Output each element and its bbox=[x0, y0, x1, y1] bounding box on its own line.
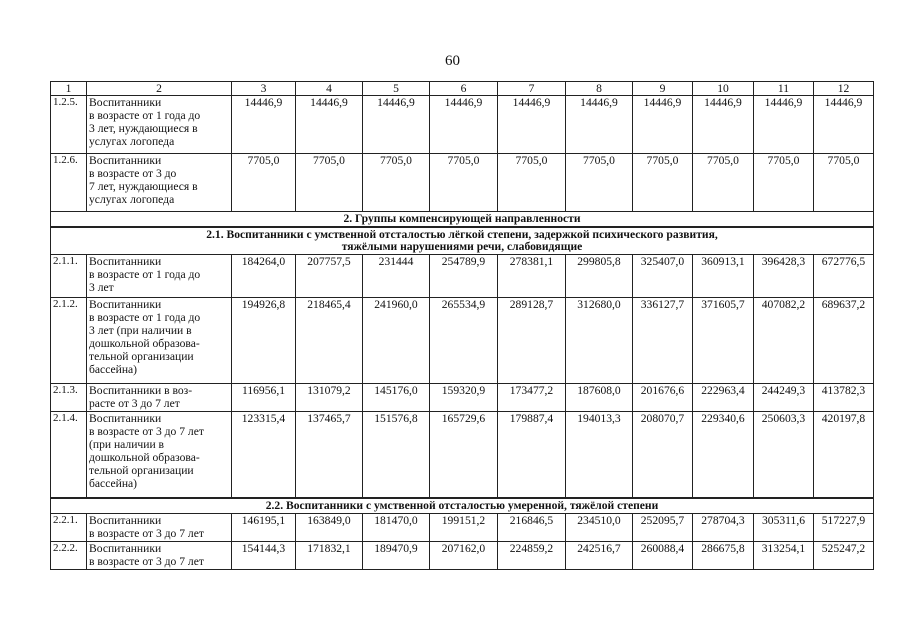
value-cell: 689637,2 bbox=[814, 298, 874, 384]
section-heading bbox=[51, 212, 874, 228]
column-number: 9 bbox=[633, 82, 693, 96]
description-line: тельной организации bbox=[89, 350, 194, 363]
row-code: 2.1.2. bbox=[51, 298, 87, 384]
section-heading-row bbox=[51, 498, 874, 514]
description-line: дошкольной образова- bbox=[89, 451, 200, 464]
description-line: Воспитанники bbox=[89, 255, 162, 268]
table-row bbox=[51, 412, 874, 498]
value-cell: 525247,2 bbox=[814, 541, 874, 569]
value-cell: 7705,0 bbox=[232, 154, 296, 212]
value-cell: 181470,0 bbox=[363, 513, 430, 541]
value-cell: 201676,6 bbox=[633, 384, 693, 412]
description-line: (при наличии в bbox=[89, 438, 165, 451]
value-cell: 278381,1 bbox=[498, 255, 566, 298]
value-cell: 14446,9 bbox=[232, 96, 296, 154]
value-cell: 207757,5 bbox=[296, 255, 363, 298]
value-cell: 250603,3 bbox=[754, 412, 814, 498]
description-line: 3 лет (при наличии в bbox=[89, 324, 192, 337]
description-line: дошкольной образова- bbox=[89, 337, 200, 350]
description-line: Воспитанники bbox=[89, 513, 162, 527]
table-row bbox=[51, 255, 874, 298]
row-description bbox=[87, 298, 232, 384]
value-cell: 229340,6 bbox=[693, 412, 754, 498]
row-description bbox=[87, 412, 232, 498]
value-cell: 184264,0 bbox=[232, 255, 296, 298]
section-heading bbox=[51, 227, 874, 255]
description-line: Воспитанники bbox=[89, 541, 162, 555]
table-row bbox=[51, 384, 874, 412]
description-line: Воспитанники bbox=[89, 298, 162, 311]
value-cell: 116956,1 bbox=[232, 384, 296, 412]
value-cell: 194926,8 bbox=[232, 298, 296, 384]
section-heading-line: 2.1. Воспитанники с умственной отсталостью лёгкой степени, задержкой психического развития, bbox=[206, 228, 718, 241]
section-heading-line: 2.2. Воспитанники с умственной отсталостью умеренной, тяжёлой степени bbox=[265, 498, 659, 512]
value-cell: 312680,0 bbox=[566, 298, 633, 384]
value-cell: 7705,0 bbox=[633, 154, 693, 212]
row-code: 2.2.1. bbox=[51, 513, 87, 541]
tariff-table bbox=[50, 81, 874, 570]
column-number: 6 bbox=[430, 82, 498, 96]
column-number: 3 bbox=[232, 82, 296, 96]
value-cell: 14446,9 bbox=[814, 96, 874, 154]
value-cell: 187608,0 bbox=[566, 384, 633, 412]
section-heading bbox=[51, 498, 874, 514]
description-line: 3 лет bbox=[89, 281, 114, 294]
description-line: в возрасте от 3 до 7 лет bbox=[89, 526, 204, 540]
description-line: Воспитанники bbox=[89, 154, 162, 167]
value-cell: 360913,1 bbox=[693, 255, 754, 298]
column-number: 8 bbox=[566, 82, 633, 96]
value-cell: 7705,0 bbox=[296, 154, 363, 212]
value-cell: 336127,7 bbox=[633, 298, 693, 384]
description-line: в возрасте от 1 года до bbox=[89, 311, 201, 324]
value-cell: 218465,4 bbox=[296, 298, 363, 384]
value-cell: 325407,0 bbox=[633, 255, 693, 298]
value-cell: 154144,3 bbox=[232, 541, 296, 569]
description-line: Воспитанники bbox=[89, 96, 162, 109]
table-row bbox=[51, 154, 874, 212]
row-description bbox=[87, 513, 232, 541]
value-cell: 165729,6 bbox=[430, 412, 498, 498]
description-line: 3 лет, нуждающиеся в bbox=[89, 122, 198, 135]
value-cell: 242516,7 bbox=[566, 541, 633, 569]
value-cell: 265534,9 bbox=[430, 298, 498, 384]
value-cell: 231444 bbox=[363, 255, 430, 298]
value-cell: 254789,9 bbox=[430, 255, 498, 298]
value-cell: 299805,8 bbox=[566, 255, 633, 298]
value-cell: 234510,0 bbox=[566, 513, 633, 541]
column-number: 5 bbox=[363, 82, 430, 96]
value-cell: 146195,1 bbox=[232, 513, 296, 541]
value-cell: 216846,5 bbox=[498, 513, 566, 541]
row-description bbox=[87, 255, 232, 298]
value-cell: 244249,3 bbox=[754, 384, 814, 412]
description-line: в возрасте от 1 года до bbox=[89, 268, 201, 281]
description-line: в возрасте от 3 до 7 лет bbox=[89, 425, 204, 438]
value-cell: 159320,9 bbox=[430, 384, 498, 412]
value-cell: 131079,2 bbox=[296, 384, 363, 412]
value-cell: 163849,0 bbox=[296, 513, 363, 541]
table-row bbox=[51, 96, 874, 154]
row-description bbox=[87, 384, 232, 412]
header-row bbox=[51, 82, 874, 96]
value-cell: 14446,9 bbox=[430, 96, 498, 154]
value-cell: 7705,0 bbox=[498, 154, 566, 212]
value-cell: 173477,2 bbox=[498, 384, 566, 412]
row-code: 2.1.4. bbox=[51, 412, 87, 498]
description-line: услугах логопеда bbox=[89, 135, 175, 148]
column-number: 1 bbox=[51, 82, 87, 96]
description-line: в возрасте от 3 до 7 лет bbox=[89, 554, 204, 568]
section-heading-line: 2. Группы компенсирующей направленности bbox=[343, 212, 581, 225]
value-cell: 672776,5 bbox=[814, 255, 874, 298]
value-cell: 171832,1 bbox=[296, 541, 363, 569]
value-cell: 278704,3 bbox=[693, 513, 754, 541]
value-cell: 137465,7 bbox=[296, 412, 363, 498]
row-description bbox=[87, 154, 232, 212]
description-line: расте от 3 до 7 лет bbox=[89, 397, 180, 410]
value-cell: 123315,4 bbox=[232, 412, 296, 498]
value-cell: 289128,7 bbox=[498, 298, 566, 384]
row-description bbox=[87, 541, 232, 569]
column-number: 12 bbox=[814, 82, 874, 96]
value-cell: 305311,6 bbox=[754, 513, 814, 541]
value-cell: 407082,2 bbox=[754, 298, 814, 384]
value-cell: 517227,9 bbox=[814, 513, 874, 541]
table-row bbox=[51, 541, 874, 569]
value-cell: 145176,0 bbox=[363, 384, 430, 412]
value-cell: 286675,8 bbox=[693, 541, 754, 569]
value-cell: 199151,2 bbox=[430, 513, 498, 541]
value-cell: 224859,2 bbox=[498, 541, 566, 569]
page-number: 60 bbox=[445, 53, 460, 69]
value-cell: 371605,7 bbox=[693, 298, 754, 384]
value-cell: 7705,0 bbox=[430, 154, 498, 212]
table-body bbox=[51, 96, 874, 570]
description-line: Воспитанники в воз- bbox=[89, 384, 193, 397]
value-cell: 7705,0 bbox=[363, 154, 430, 212]
value-cell: 14446,9 bbox=[498, 96, 566, 154]
row-code: 1.2.5. bbox=[51, 96, 87, 154]
value-cell: 14446,9 bbox=[566, 96, 633, 154]
row-code: 1.2.6. bbox=[51, 154, 87, 212]
column-number: 7 bbox=[498, 82, 566, 96]
value-cell: 252095,7 bbox=[633, 513, 693, 541]
value-cell: 14446,9 bbox=[363, 96, 430, 154]
value-cell: 260088,4 bbox=[633, 541, 693, 569]
value-cell: 396428,3 bbox=[754, 255, 814, 298]
value-cell: 7705,0 bbox=[814, 154, 874, 212]
description-line: тельной организации bbox=[89, 464, 194, 477]
description-line: 7 лет, нуждающиеся в bbox=[89, 180, 198, 193]
value-cell: 207162,0 bbox=[430, 541, 498, 569]
column-number: 2 bbox=[87, 82, 232, 96]
description-line: бассейна) bbox=[89, 363, 138, 376]
value-cell: 420197,8 bbox=[814, 412, 874, 498]
value-cell: 14446,9 bbox=[296, 96, 363, 154]
table-row bbox=[51, 513, 874, 541]
table-row bbox=[51, 298, 874, 384]
description-line: услугах логопеда bbox=[89, 193, 175, 206]
value-cell: 208070,7 bbox=[633, 412, 693, 498]
value-cell: 151576,8 bbox=[363, 412, 430, 498]
column-number: 10 bbox=[693, 82, 754, 96]
value-cell: 222963,4 bbox=[693, 384, 754, 412]
row-code: 2.2.2. bbox=[51, 541, 87, 569]
section-heading-row bbox=[51, 227, 874, 255]
value-cell: 14446,9 bbox=[754, 96, 814, 154]
value-cell: 7705,0 bbox=[754, 154, 814, 212]
value-cell: 179887,4 bbox=[498, 412, 566, 498]
value-cell: 313254,1 bbox=[754, 541, 814, 569]
value-cell: 7705,0 bbox=[566, 154, 633, 212]
value-cell: 241960,0 bbox=[363, 298, 430, 384]
value-cell: 194013,3 bbox=[566, 412, 633, 498]
value-cell: 14446,9 bbox=[693, 96, 754, 154]
row-description bbox=[87, 96, 232, 154]
column-number: 4 bbox=[296, 82, 363, 96]
table-header bbox=[51, 82, 874, 96]
value-cell: 14446,9 bbox=[633, 96, 693, 154]
column-number: 11 bbox=[754, 82, 814, 96]
row-code: 2.1.3. bbox=[51, 384, 87, 412]
section-heading-line: тяжёлыми нарушениями речи, слабовидящие bbox=[341, 240, 583, 253]
description-line: в возрасте от 3 до bbox=[89, 167, 177, 180]
description-line: Воспитанники bbox=[89, 412, 162, 425]
value-cell: 413782,3 bbox=[814, 384, 874, 412]
description-line: бассейна) bbox=[89, 477, 138, 490]
description-line: в возрасте от 1 года до bbox=[89, 109, 201, 122]
value-cell: 189470,9 bbox=[363, 541, 430, 569]
section-heading-row bbox=[51, 212, 874, 228]
value-cell: 7705,0 bbox=[693, 154, 754, 212]
row-code: 2.1.1. bbox=[51, 255, 87, 298]
